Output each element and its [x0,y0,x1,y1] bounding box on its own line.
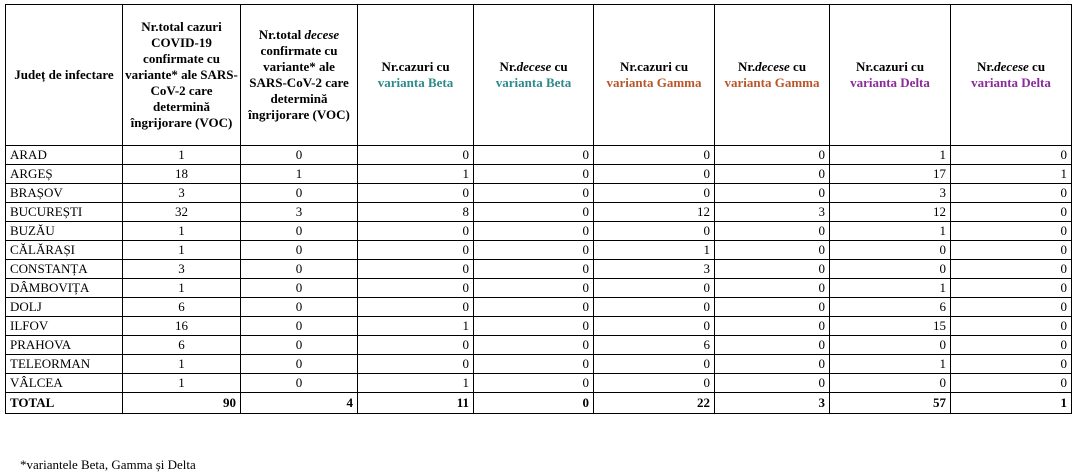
cell-beta-decese: 0 [474,184,594,203]
cell-delta-cazuri: 12 [830,203,951,222]
cell-beta-cazuri: 1 [358,317,474,336]
cell-gamma-decese: 0 [715,279,830,298]
cell-delta-decese: 0 [951,203,1072,222]
cell-delta-decese: 0 [951,298,1072,317]
header-delta-decese: Nr.decese cu varianta Delta [951,5,1072,146]
cell-gamma-cazuri: 0 [594,165,715,184]
cell-gamma-decese: 0 [715,222,830,241]
total-decese: 4 [241,393,358,414]
cell-beta-decese: 0 [474,374,594,393]
cell-total-cazuri: 18 [123,165,241,184]
header-beta-cazuri: Nr.cazuri cu varianta Beta [358,5,474,146]
cell-delta-cazuri: 1 [830,222,951,241]
cell-beta-decese: 0 [474,146,594,165]
footnote: *variantele Beta, Gamma și Delta [20,457,196,472]
cell-gamma-cazuri: 12 [594,203,715,222]
cell-total-decese: 0 [241,222,358,241]
table-row [6,279,1072,298]
cell-delta-decese: 0 [951,241,1072,260]
cell-total-cazuri: 1 [123,222,241,241]
cell-gamma-decese: 0 [715,336,830,355]
cell-gamma-decese: 0 [715,298,830,317]
cell-judet: CĂLĂRAȘI [6,241,123,260]
total-beta-decese: 0 [474,393,594,414]
header-gamma-decese: Nr.decese cu varianta Gamma [715,5,830,146]
cell-total-decese: 3 [241,203,358,222]
table-row [6,146,1072,165]
cell-gamma-cazuri: 0 [594,374,715,393]
cell-delta-cazuri: 1 [830,146,951,165]
cell-gamma-cazuri: 0 [594,279,715,298]
cell-delta-decese: 0 [951,355,1072,374]
table-row [6,165,1072,184]
cell-beta-cazuri: 0 [358,146,474,165]
cell-beta-decese: 0 [474,336,594,355]
cell-delta-decese: 0 [951,184,1072,203]
cell-delta-decese: 0 [951,336,1072,355]
cell-total-cazuri: 6 [123,336,241,355]
total-gamma-decese: 3 [715,393,830,414]
header-judet: Județ de infectare [6,5,123,146]
cell-beta-decese: 0 [474,355,594,374]
cell-beta-cazuri: 0 [358,260,474,279]
header-beta-decese: Nr.decese cu varianta Beta [474,5,594,146]
table-row [6,241,1072,260]
cell-gamma-decese: 0 [715,260,830,279]
total-gamma-cazuri: 22 [594,393,715,414]
cell-judet: BRAȘOV [6,184,123,203]
cell-gamma-decese: 0 [715,241,830,260]
cell-total-decese: 0 [241,260,358,279]
cell-gamma-decese: 3 [715,203,830,222]
table-row [6,355,1072,374]
cell-total-decese: 0 [241,374,358,393]
cell-delta-cazuri: 0 [830,336,951,355]
cell-total-decese: 0 [241,241,358,260]
cell-delta-cazuri: 0 [830,260,951,279]
cell-beta-cazuri: 0 [358,279,474,298]
table-row [6,260,1072,279]
table-row [6,184,1072,203]
total-delta-cazuri: 57 [830,393,951,414]
cell-delta-cazuri: 1 [830,279,951,298]
total-cazuri: 90 [123,393,241,414]
cell-gamma-decese: 0 [715,184,830,203]
cell-beta-cazuri: 8 [358,203,474,222]
cell-beta-decese: 0 [474,317,594,336]
cell-gamma-decese: 0 [715,165,830,184]
cell-delta-decese: 1 [951,165,1072,184]
cell-total-decese: 0 [241,279,358,298]
cell-delta-decese: 0 [951,222,1072,241]
cell-beta-decese: 0 [474,279,594,298]
cell-gamma-cazuri: 0 [594,355,715,374]
total-delta-decese: 1 [951,393,1072,414]
cell-total-cazuri: 16 [123,317,241,336]
cell-total-cazuri: 1 [123,279,241,298]
cell-total-cazuri: 6 [123,298,241,317]
total-label: TOTAL [6,393,123,414]
cell-beta-cazuri: 0 [358,298,474,317]
cell-total-cazuri: 3 [123,184,241,203]
cell-gamma-cazuri: 0 [594,184,715,203]
cell-total-cazuri: 1 [123,146,241,165]
table-row [6,374,1072,393]
header-total-decese: Nr.total decese confirmate cu variante* ale SARS-CoV-2 care determină îngrijorare (VOC) [241,5,358,146]
cell-delta-cazuri: 0 [830,241,951,260]
header-delta-cazuri: Nr.cazuri cu varianta Delta [830,5,951,146]
table-row [6,203,1072,222]
cell-delta-cazuri: 3 [830,184,951,203]
cell-total-decese: 0 [241,317,358,336]
cell-total-decese: 1 [241,165,358,184]
cell-total-cazuri: 1 [123,241,241,260]
cell-judet: ARGEȘ [6,165,123,184]
cell-beta-decese: 0 [474,260,594,279]
table-row [6,298,1072,317]
header-row [6,5,1072,146]
cell-judet: BUZĂU [6,222,123,241]
cell-beta-cazuri: 0 [358,355,474,374]
cell-gamma-cazuri: 0 [594,298,715,317]
cell-beta-decese: 0 [474,241,594,260]
cell-total-decese: 0 [241,146,358,165]
cell-gamma-decese: 0 [715,317,830,336]
cell-delta-decese: 0 [951,317,1072,336]
cell-judet: TELEORMAN [6,355,123,374]
cell-delta-cazuri: 15 [830,317,951,336]
cell-gamma-cazuri: 6 [594,336,715,355]
cell-delta-cazuri: 6 [830,298,951,317]
cell-gamma-decese: 0 [715,355,830,374]
cell-judet: BUCUREȘTI [6,203,123,222]
cell-gamma-cazuri: 1 [594,241,715,260]
cell-delta-decese: 0 [951,260,1072,279]
table-row [6,222,1072,241]
total-row [6,393,1072,414]
cell-delta-decese: 0 [951,374,1072,393]
cell-total-decese: 0 [241,336,358,355]
cell-beta-decese: 0 [474,165,594,184]
cell-gamma-cazuri: 0 [594,317,715,336]
cell-beta-cazuri: 0 [358,336,474,355]
cell-delta-decese: 0 [951,279,1072,298]
cell-judet: PRAHOVA [6,336,123,355]
table-row [6,317,1072,336]
cell-total-cazuri: 3 [123,260,241,279]
header-total-cazuri: Nr.total cazuri COVID-19 confirmate cu variante* ale SARS-CoV-2 care determină îngrijorare (VOC) [123,5,241,146]
cell-judet: DOLJ [6,298,123,317]
cell-beta-decese: 0 [474,222,594,241]
cell-delta-cazuri: 1 [830,355,951,374]
cell-beta-cazuri: 1 [358,165,474,184]
total-beta-cazuri: 11 [358,393,474,414]
cell-beta-cazuri: 1 [358,374,474,393]
cell-total-decese: 0 [241,355,358,374]
cell-delta-cazuri: 0 [830,374,951,393]
cell-gamma-cazuri: 0 [594,222,715,241]
cell-gamma-decese: 0 [715,374,830,393]
cell-judet: VÂLCEA [6,374,123,393]
variants-table [5,4,1072,414]
cell-total-cazuri: 32 [123,203,241,222]
cell-delta-cazuri: 17 [830,165,951,184]
cell-gamma-cazuri: 3 [594,260,715,279]
table-row [6,336,1072,355]
cell-judet: CONSTANȚA [6,260,123,279]
cell-total-cazuri: 1 [123,355,241,374]
cell-beta-decese: 0 [474,203,594,222]
cell-judet: ARAD [6,146,123,165]
cell-total-decese: 0 [241,184,358,203]
cell-beta-decese: 0 [474,298,594,317]
cell-total-decese: 0 [241,298,358,317]
cell-beta-cazuri: 0 [358,241,474,260]
cell-delta-decese: 0 [951,146,1072,165]
cell-beta-cazuri: 0 [358,222,474,241]
cell-judet: DÂMBOVIȚA [6,279,123,298]
cell-judet: ILFOV [6,317,123,336]
cell-total-cazuri: 1 [123,374,241,393]
cell-beta-cazuri: 0 [358,184,474,203]
cell-gamma-cazuri: 0 [594,146,715,165]
header-gamma-cazuri: Nr.cazuri cu varianta Gamma [594,5,715,146]
cell-gamma-decese: 0 [715,146,830,165]
